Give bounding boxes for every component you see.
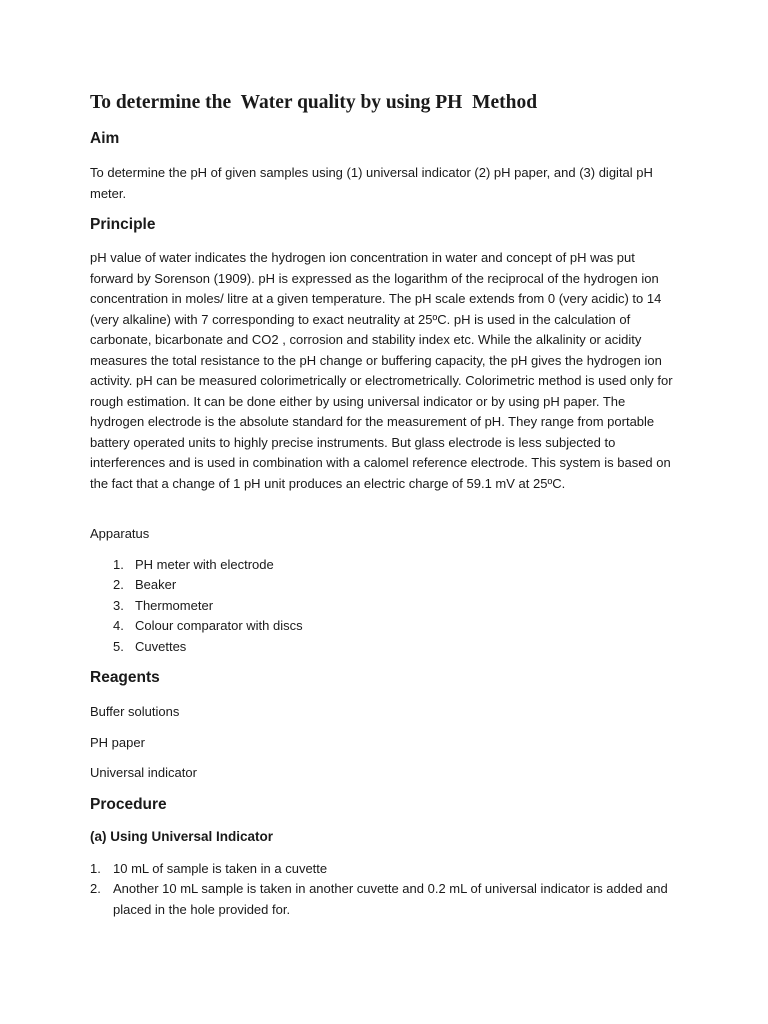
list-item bbox=[113, 637, 303, 657]
list-item bbox=[90, 859, 680, 879]
list-item bbox=[113, 575, 303, 595]
list-item-text: Thermometer bbox=[135, 597, 214, 613]
principle-heading: Principle bbox=[90, 216, 156, 233]
procedure-steps bbox=[90, 859, 680, 920]
reagents-heading: Reagents bbox=[90, 669, 160, 686]
document-title: To determine the Water quality by using PH Method bbox=[90, 92, 538, 113]
principle-text: pH value of water indicates the hydrogen ion concentration in water and concept of pH was put forward by Sorenson (1909). pH is expressed as the logarithm of the reciprocal of the hydrogen ion concentration in moles/ litre at a given temperature. The pH scale extends from 0 (very acidic) to 14 (very alkaline) with 7 corresponding to exact neutrality at 25ºC. pH is used in the calculation of carbonate, bicarbonate and CO2 , corrosion and stability index etc. While the alkalinity or acidity measures the total resistance to the pH change or buffering capacity, the pH gives the hydrogen ion activity. pH can be measured colorimetrically or electrometrically. Colorimetric method is used only for rough estimation. It can be done either by using universal indicator or by using pH paper. The hydrogen electrode is the absolute standard for the measurement of pH. They range from portable battery operated units to highly precise instruments. But glass electrode is less subjected to interferences and is used in combination with a calomel reference electrode. This system is based on the fact that a change of 1 pH unit produces an electric charge of 59.1 mV at 25ºC. bbox=[90, 250, 673, 491]
aim-text: To determine the pH of given samples using (1) universal indicator (2) pH paper, and (3) digital pH meter. bbox=[90, 165, 653, 201]
list-number: 4. bbox=[113, 618, 124, 634]
list-item bbox=[90, 879, 680, 920]
list-number: 1. bbox=[113, 557, 124, 572]
procedure-subheading: (a) Using Universal Indicator bbox=[90, 829, 274, 844]
list-item-text: Another 10 mL sample is taken in another cuvette and 0.2 mL of universal indicator is added and placed in the hole provided for. bbox=[113, 881, 668, 917]
apparatus-list bbox=[113, 555, 303, 657]
reagent-item: Buffer solutions bbox=[90, 704, 180, 719]
list-item bbox=[113, 555, 303, 575]
aim-heading: Aim bbox=[90, 130, 120, 147]
apparatus-heading: Apparatus bbox=[90, 526, 150, 541]
list-item-text: PH meter with electrode bbox=[135, 557, 274, 572]
reagent-item: Universal indicator bbox=[90, 765, 197, 780]
list-number: 5. bbox=[113, 638, 124, 654]
procedure-heading: Procedure bbox=[90, 796, 167, 813]
list-number: 1. bbox=[90, 861, 101, 876]
list-number: 2. bbox=[113, 577, 124, 593]
reagent-item: PH paper bbox=[90, 735, 145, 750]
list-item-text: Colour comparator with discs bbox=[135, 618, 303, 634]
list-item-text: 10 mL of sample is taken in a cuvette bbox=[113, 861, 328, 876]
list-item bbox=[113, 596, 303, 616]
list-number: 3. bbox=[113, 597, 124, 613]
list-item-text: Beaker bbox=[135, 577, 177, 593]
list-item bbox=[113, 616, 303, 636]
list-item-text: Cuvettes bbox=[135, 638, 187, 654]
list-number: 2. bbox=[90, 881, 101, 897]
